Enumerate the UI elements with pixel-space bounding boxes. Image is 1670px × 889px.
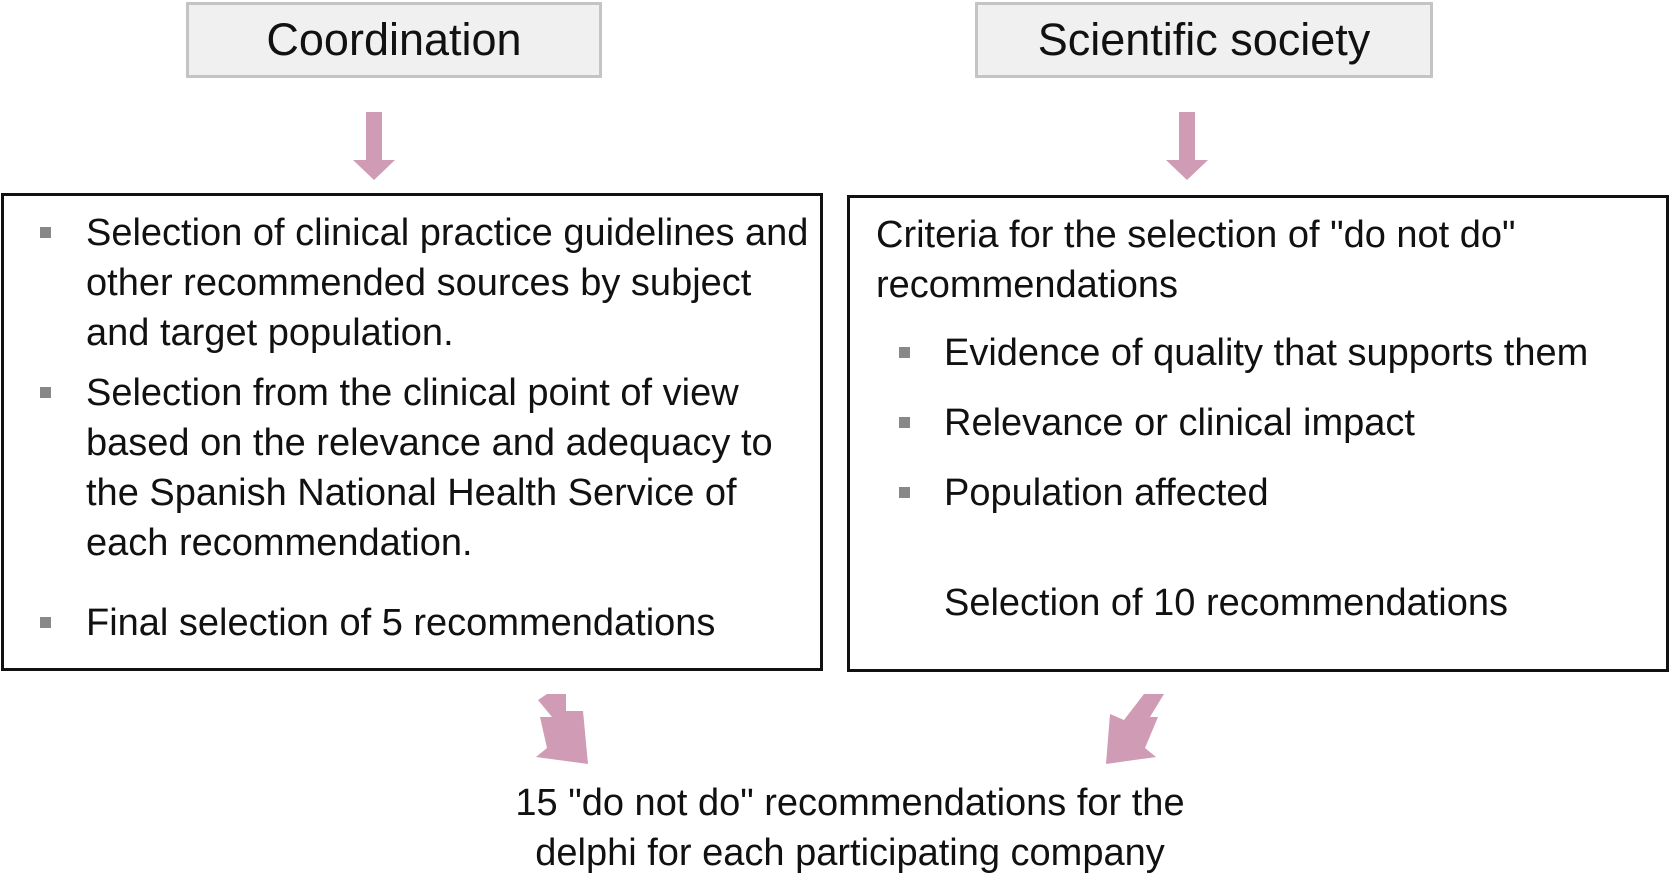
square-bullet-icon <box>40 387 51 398</box>
list-item <box>944 468 1664 518</box>
coordination-steps <box>86 208 816 658</box>
down-arrow-icon <box>1166 112 1208 180</box>
scientific-society-header <box>975 2 1433 78</box>
list-item-text: Selection from the clinical point of view based on the relevance and adequacy to the Spanish National Health Service of each recommendation. <box>86 372 773 564</box>
list-item <box>944 328 1664 378</box>
coordination-panel <box>1 193 823 671</box>
result-line-1: 15 "do not do" recommendations for the <box>515 782 1185 824</box>
selection-count-text: Selection of 10 recommendations <box>944 582 1508 624</box>
scientific-society-label: Scientific society <box>1037 14 1371 65</box>
square-bullet-icon <box>40 227 51 238</box>
square-bullet-icon <box>899 347 910 358</box>
criteria-title: Criteria for the selection of "do not do" recommendations <box>876 214 1516 306</box>
list-item-text: Final selection of 5 recommendations <box>86 602 716 644</box>
result-text <box>335 778 1365 878</box>
down-arrow-icon <box>353 112 395 180</box>
square-bullet-icon <box>899 417 910 428</box>
list-item-text: Relevance or clinical impact <box>944 402 1415 444</box>
list-item <box>86 598 816 648</box>
square-bullet-icon <box>40 617 51 628</box>
diagonal-arrow-icon <box>1106 694 1164 764</box>
list-item <box>944 398 1664 448</box>
square-bullet-icon <box>899 487 910 498</box>
result-line-2: delphi for each participating company <box>535 832 1165 874</box>
list-item-text: Selection of clinical practice guidelines and other recommended sources by subject and target population. <box>86 212 809 354</box>
scientific-society-panel <box>847 195 1669 672</box>
list-item <box>86 368 816 568</box>
criteria-list <box>944 328 1664 538</box>
list-item-text: Evidence of quality that supports them <box>944 332 1589 374</box>
list-item <box>86 208 816 358</box>
coordination-header <box>186 2 602 78</box>
diagonal-arrow-icon <box>536 694 588 764</box>
coordination-label: Coordination <box>266 14 522 65</box>
list-item-text: Population affected <box>944 472 1269 514</box>
